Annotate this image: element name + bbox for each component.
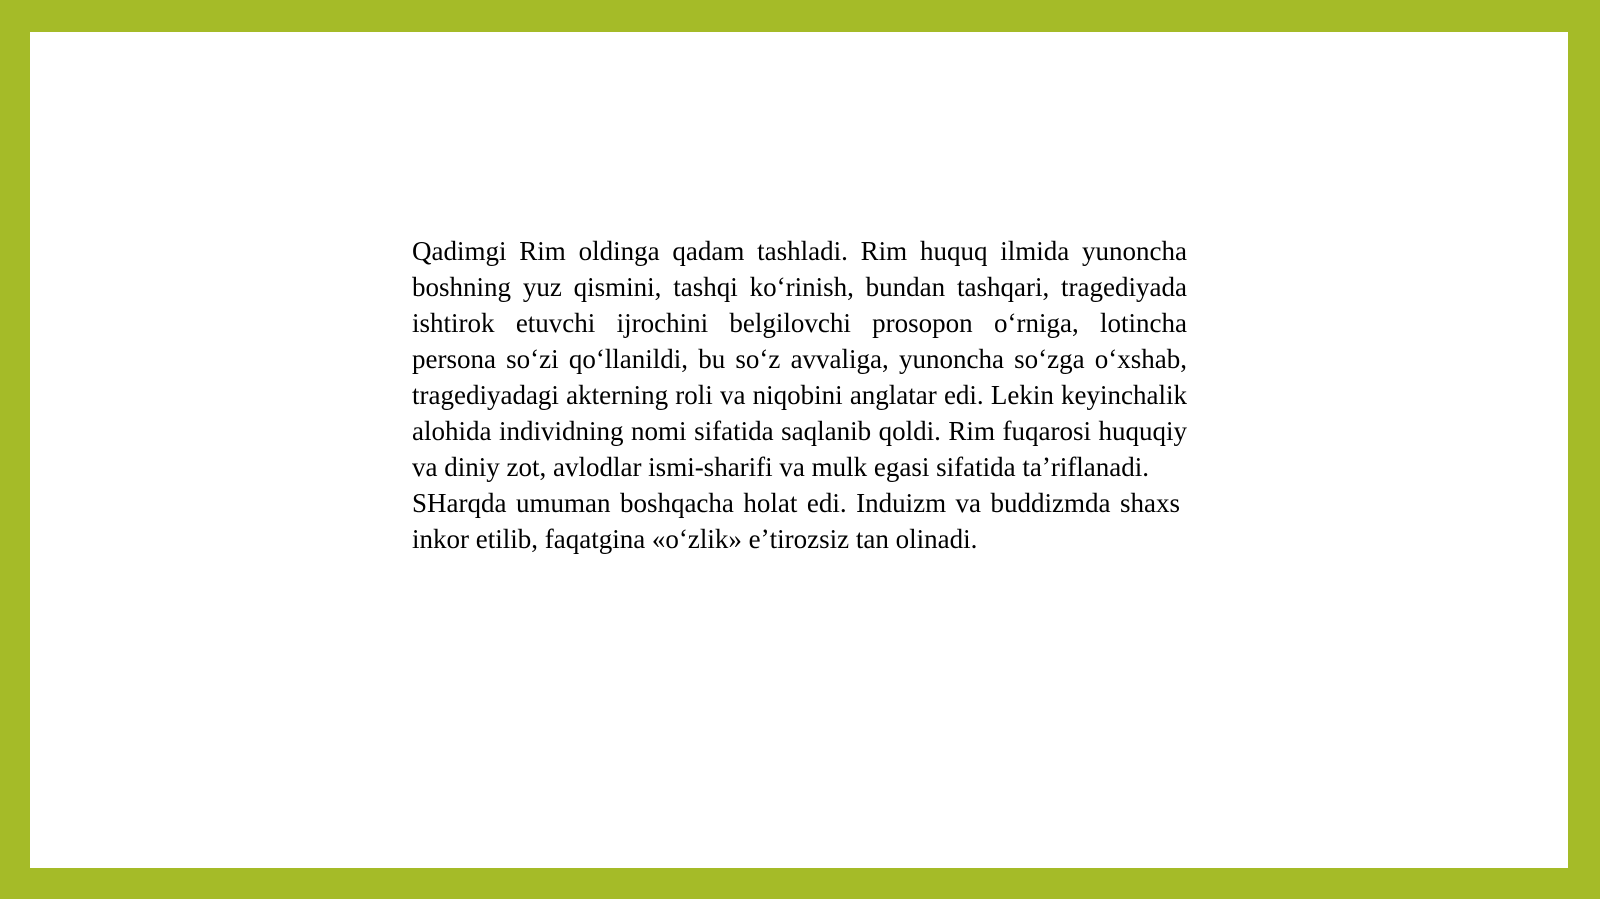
- paragraph-sharq: SHarqda umuman boshqacha holat edi. Induizm va buddizmda shaxs inkor etilib, faqatgina «oʻzlik» eʼtirozsiz tan olinadi.: [412, 488, 1180, 554]
- slide-content-area: [30, 32, 1568, 868]
- body-text-box[interactable]: [412, 233, 1187, 557]
- paragraph-rim: Qadimgi Rim oldinga qadam tashladi. Rim huquq ilmida yunoncha boshning yuz qismini, tashqi koʻrinish, bundan tashqari, tragediyada ishtirok etuvchi ijrochini belgilovchi prosopon oʻrniga, lotincha persona soʻzi qoʻllanildi, bu soʻz avvaliga, yunoncha soʻzga oʻxshab, tragediyadagi akterning roli va niqobini anglatar edi. Lekin keyinchalik alohida individning nomi sifatida saqlanib qoldi. Rim fuqarosi huquqiy va diniy zot, avlodlar ismi-sharifi va mulk egasi sifatida taʼriflanadi.: [412, 236, 1187, 482]
